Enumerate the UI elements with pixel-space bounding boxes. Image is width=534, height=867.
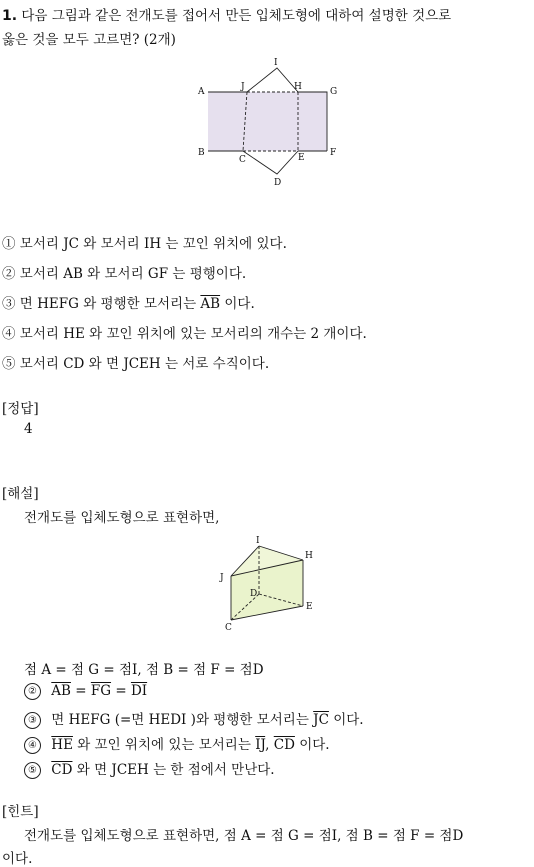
explanation-line-4-post: 이다. <box>294 737 330 753</box>
solid-label-c: C <box>225 623 232 633</box>
explanation-line-2 <box>24 683 147 700</box>
net-label-j: J <box>241 82 245 92</box>
net-label-a: A <box>198 87 205 97</box>
explanation-line-4 <box>24 733 330 754</box>
segment-jc: $\overline{JC}$ <box>313 712 329 728</box>
option-2 <box>2 262 246 282</box>
equals-2: = <box>111 683 131 699</box>
option-1 <box>2 232 287 252</box>
solid-label-h: H <box>305 551 313 561</box>
option-4-text: 모서리 HE 와 꼬인 위치에 있는 모서리의 개수는 2 개이다. <box>19 326 367 342</box>
solid-label-j: J <box>220 573 224 583</box>
net-label-f: F <box>330 148 337 158</box>
option-3-segment: $\overline{AB}$ <box>200 296 221 312</box>
explanation-line-5 <box>24 758 275 779</box>
option-3-number: ③ <box>2 296 16 312</box>
segment-cd: $\overline{CD}$ <box>273 737 295 753</box>
option-5-text: 모서리 CD 와 면 JCEH 는 서로 수직이다. <box>19 356 270 372</box>
option-5-number: ⑤ <box>2 356 16 372</box>
option-4 <box>2 322 367 342</box>
answer-label: [정답] <box>2 401 39 417</box>
question-text-1: 다음 그림과 같은 전개도를 접어서 만든 입체도형에 대하여 설명한 것으로 <box>21 8 452 24</box>
solid-label-e: E <box>306 602 313 612</box>
explanation-line-3-post: 이다. <box>328 712 364 728</box>
explanation-line-5-post: 와 면 JCEH 는 한 점에서 만난다. <box>72 762 275 778</box>
segment-di: $\overline{DI}$ <box>130 683 148 699</box>
net-label-h: H <box>294 82 302 92</box>
segment-ij: $\overline{IJ}$ <box>255 737 266 753</box>
segment-he: $\overline{HE}$ <box>51 737 73 753</box>
option-3-text-pre: 면 HEFG 와 평행한 모서리는 <box>19 296 201 312</box>
solid-label-d: D <box>250 589 258 599</box>
explanation-label: [해설] <box>2 486 39 502</box>
explanation-points: 점 A = 점 G = 점I, 점 B = 점 F = 점D <box>24 662 264 678</box>
explanation-line-3-pre: 면 HEFG (=면 HEDI )와 평행한 모서리는 <box>51 712 314 728</box>
net-label-c: C <box>239 155 246 165</box>
net-label-e: E <box>298 153 305 163</box>
question-line-1 <box>2 4 451 24</box>
net-label-g: G <box>330 87 338 97</box>
option-2-number: ② <box>2 266 16 282</box>
hint-label: [힌트] <box>2 804 39 820</box>
net-rectangle <box>208 92 327 151</box>
segment-ab: $\overline{AB}$ <box>51 683 71 699</box>
option-1-text: 모서리 JC 와 모서리 IH 는 꼬인 위치에 있다. <box>19 236 287 252</box>
explanation-line-4-mid: 와 꼬인 위치에 있는 모서리는 <box>72 737 256 753</box>
net-label-i: I <box>274 58 278 68</box>
net-label-b: B <box>198 148 205 158</box>
hint-line-1: 전개도를 입체도형으로 표현하면, 점 A = 점 G = 점I, 점 B = 점 F = 점D <box>24 828 464 844</box>
net-bottom-triangle <box>243 151 298 174</box>
explanation-intro: 전개도를 입체도형으로 표현하면, <box>24 510 220 526</box>
net-top-triangle <box>247 68 298 92</box>
answer-value: 4 <box>24 421 33 437</box>
explanation-line-3 <box>24 708 364 729</box>
option-3 <box>2 292 255 312</box>
option-1-number: ① <box>2 236 16 252</box>
solid-label-i: I <box>256 536 260 546</box>
option-5 <box>2 352 269 372</box>
explanation-line-4-number: ④ <box>24 737 41 754</box>
solid-figure <box>222 536 332 636</box>
explanation-line-3-number: ③ <box>24 712 41 729</box>
option-4-number: ④ <box>2 326 16 342</box>
hint-line-2: 이다. <box>2 851 33 867</box>
explanation-line-4-sep: , <box>265 737 274 753</box>
question-number: 1. <box>2 8 18 24</box>
segment-cd-2: $\overline{CD}$ <box>51 762 73 778</box>
segment-fg: $\overline{FG}$ <box>90 683 112 699</box>
net-figure <box>195 55 345 190</box>
net-label-d: D <box>274 178 282 188</box>
question-line-2: 옳은 것을 모두 고르면? (2개) <box>2 32 176 48</box>
explanation-line-5-number: ⑤ <box>24 762 41 779</box>
explanation-line-2-number: ② <box>24 683 41 700</box>
equals-1: = <box>70 683 91 699</box>
option-3-text-post: 이다. <box>220 296 255 312</box>
option-2-text: 모서리 AB 와 모서리 GF 는 평행이다. <box>19 266 247 282</box>
